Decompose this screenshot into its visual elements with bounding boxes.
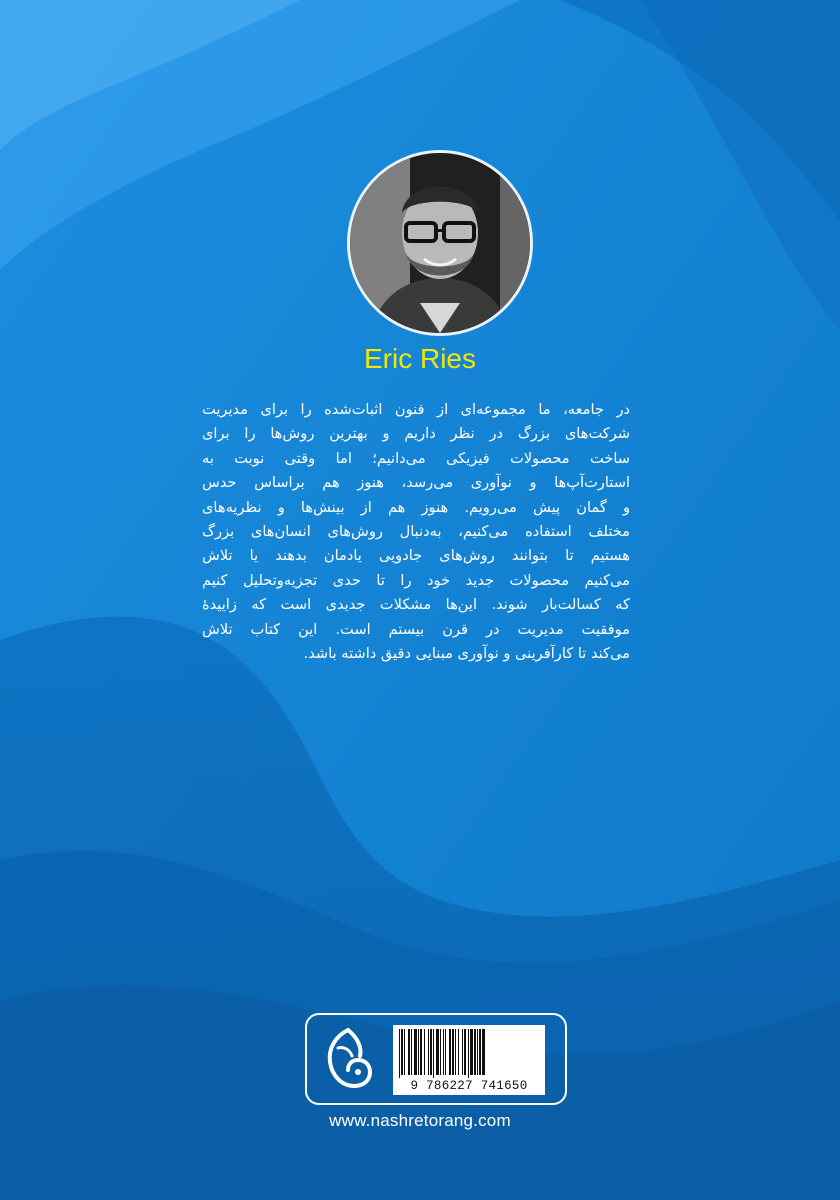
blurb-line: که کسالت‌بار شوند. این‌ها مشکلات جدیدی است که زاییدهٔ [202, 596, 630, 614]
blurb-line: استارت‌آپ‌ها و نوآوری می‌رسد، هنوز هم براساس حدس [202, 474, 630, 492]
blurb-line: در جامعه، ما مجموعه‌ای از فنون اثبات‌شده را برای مدیریت [202, 401, 630, 418]
blurb-line: ساخت محصولات فیزیکی می‌دانیم؛ اما وقتی نوبت به [202, 449, 630, 467]
blurb-line: شرکت‌های بزرگ در نظر داریم و بهترین روش‌ها را برای [202, 425, 630, 443]
cover-blurb [202, 398, 630, 666]
publisher-logo-icon [318, 1026, 378, 1092]
author-photo [350, 153, 530, 333]
blurb-line: هستیم تا بتوانند روش‌های جادویی یادمان بدهند یا تلاش [202, 547, 630, 565]
blurb-line: و گمان پیش می‌رویم. هنوز هم از بینش‌ها و نظریه‌های [202, 498, 630, 516]
author-name: Eric Ries [363, 343, 476, 374]
blurb-line: مختلف استفاده می‌کنیم، به‌دنبال روش‌های انسان‌های بزرگ [202, 523, 630, 541]
publisher-website: www.nashretorang.com [329, 1111, 511, 1130]
blurb-line: می‌کند تا کارآفرینی و نوآوری مبنایی دقیق داشته باشد. [303, 645, 630, 663]
isbn-number: 9 786227 741650 [393, 1078, 545, 1095]
blurb-line: می‌کنیم محصولات جدید خود را تا حدی تجزیه‌وتحلیل کنیم [202, 571, 630, 589]
blurb-line: موفقیت مدیریت در قرن بیستم است. این کتاب تلاش [202, 620, 630, 638]
